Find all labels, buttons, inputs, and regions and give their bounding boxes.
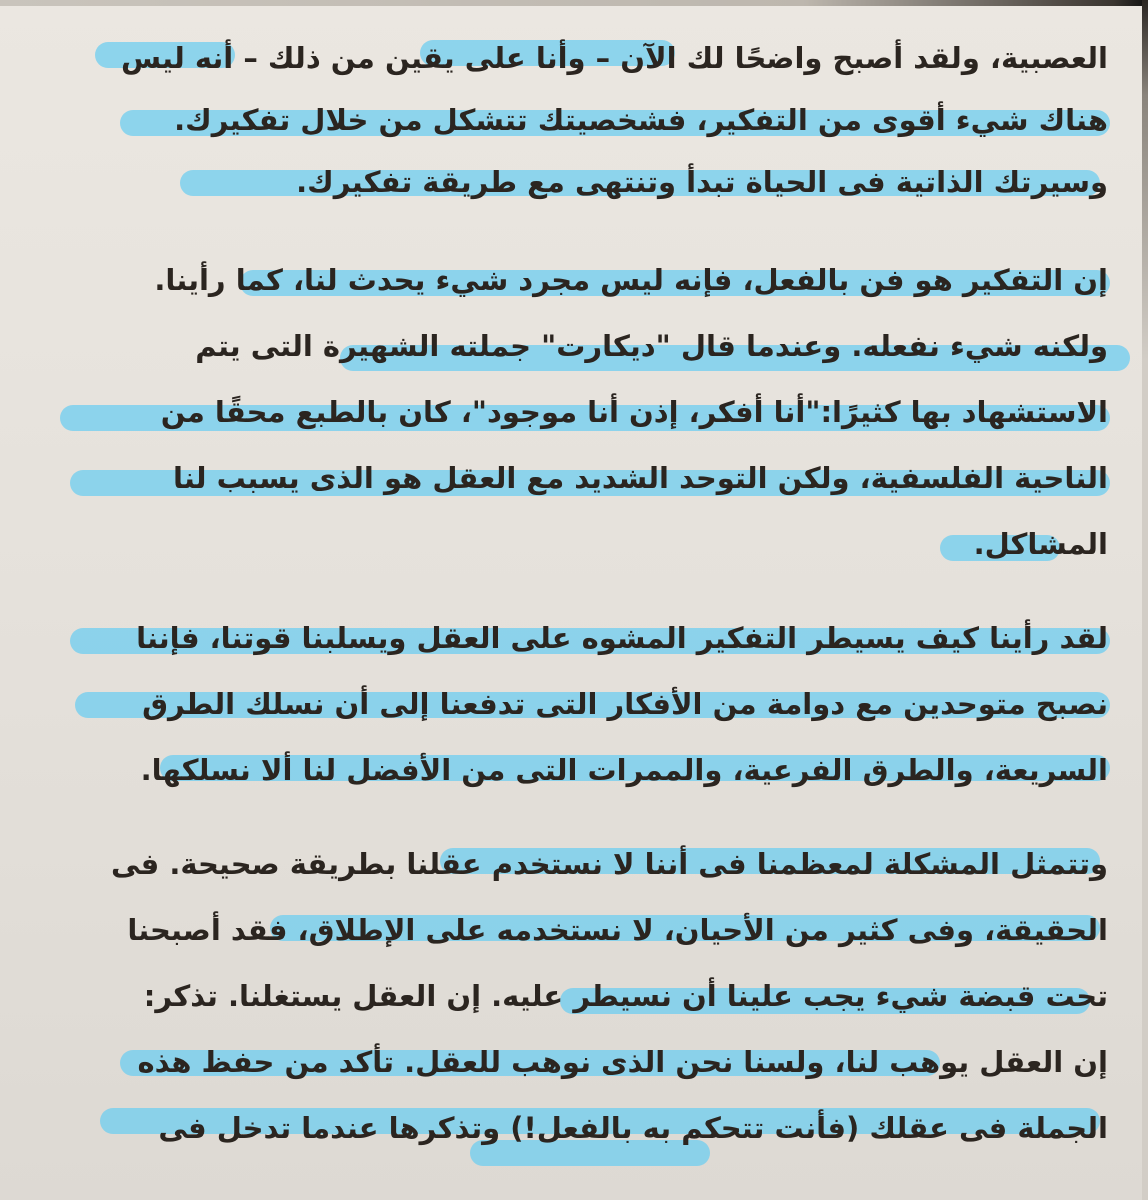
text-line-8: المشاكل. — [973, 527, 1108, 561]
text-line-12: وتتمثل المشكلة لمعظمنا فى أننا لا نستخدم عقلنا بطريقة صحيحة. فى — [110, 847, 1108, 881]
text-line-14: تحت قبضة شيء يجب علينا أن نسيطر عليه. إن العقل يستغلنا. تذكر: — [143, 979, 1108, 1013]
page-top-edge — [0, 0, 1148, 6]
text-line-10: نصبح متوحدين مع دوامة من الأفكار التى تدفعنا إلى أن نسلك الطرق — [142, 687, 1108, 721]
text-line-3: وسيرتك الذاتية فى الحياة تبدأ وتنتهى مع طريقة تفكيرك. — [296, 165, 1108, 199]
text-line-16: الجملة فى عقلك (فأنت تتحكم به بالفعل!) وتذكرها عندما تدخل فى — [158, 1111, 1108, 1145]
text-line-6: الاستشهاد بها كثيرًا:"أنا أفكر، إذن أنا موجود"، كان بالطبع محقًا من — [160, 395, 1108, 429]
text-line-4: إن التفكير هو فن بالفعل، فإنه ليس مجرد شيء يحدث لنا، كما رأينا. — [154, 263, 1108, 297]
text-line-9: لقد رأينا كيف يسيطر التفكير المشوه على العقل ويسلبنا قوتنا، فإننا — [136, 621, 1108, 655]
page-right-edge — [1142, 0, 1148, 1200]
text-line-15: إن العقل يوهب لنا، ولسنا نحن الذى نوهب للعقل. تأكد من حفظ هذه — [137, 1045, 1108, 1079]
text-line-1: العصبية، ولقد أصبح واضحًا لك الآن – وأنا على يقين من ذلك – أنه ليس — [121, 41, 1108, 75]
text-line-13: الحقيقة، وفى كثير من الأحيان، لا نستخدمه على الإطلاق، فقد أصبحنا — [127, 913, 1108, 947]
text-line-2: هناك شيء أقوى من التفكير، فشخصيتك تتشكل من خلال تفكيرك. — [174, 103, 1108, 137]
text-line-5: ولكنه شيء نفعله. وعندما قال "ديكارت" جملته الشهيرة التى يتم — [195, 329, 1108, 363]
text-line-7: الناحية الفلسفية، ولكن التوحد الشديد مع العقل هو الذى يسبب لنا — [172, 461, 1108, 495]
text-line-11: السريعة، والطرق الفرعية، والممرات التى من الأفضل لنا ألا نسلكها. — [140, 753, 1108, 787]
